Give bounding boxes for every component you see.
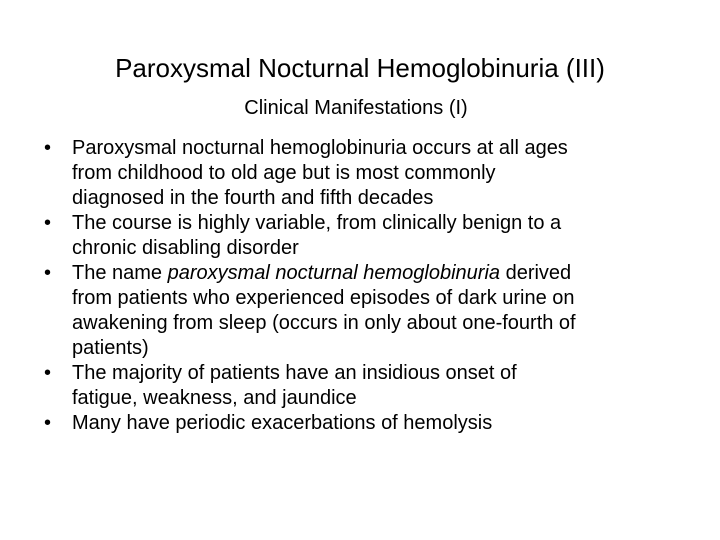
bullet-icon: • (44, 262, 52, 284)
bullet-line: from patients who experienced episodes of dark urine on (72, 287, 575, 309)
bullet-item-exacerbations (0, 411, 720, 436)
bullet-icon: • (44, 362, 52, 384)
bullet-line: patients) (72, 337, 149, 359)
bullet-line: awakening from sleep (occurs in only about one-fourth of (72, 312, 576, 334)
bullet-line: The course is highly variable, from clinically benign to a (72, 212, 562, 234)
bullet-icon: • (44, 137, 52, 159)
bullet-item-age-onset (0, 136, 720, 211)
bullet-list (0, 136, 720, 436)
bullet-line: chronic disabling disorder (72, 237, 299, 259)
slide-title: Paroxysmal Nocturnal Hemoglobinuria (III) (115, 53, 605, 83)
bullet-icon: • (44, 212, 52, 234)
bullet-line: The majority of patients have an insidious onset of (72, 362, 517, 384)
bullet-item-name-origin (0, 261, 720, 361)
bullet-icon: • (44, 412, 52, 434)
slide-subtitle: Clinical Manifestations (I) (244, 97, 468, 119)
bullet-item-onset-symptoms (0, 361, 720, 411)
bullet-text-after: derived (500, 262, 572, 284)
bullet-line: diagnosed in the fourth and fifth decades (72, 187, 434, 209)
bullet-line: fatigue, weakness, and jaundice (72, 387, 357, 409)
bullet-item-course (0, 211, 720, 261)
bullet-text-before: The name (72, 262, 168, 284)
bullet-line: Many have periodic exacerbations of hemolysis (72, 412, 493, 434)
bullet-line (72, 261, 692, 286)
bullet-text-italic-term: paroxysmal nocturnal hemoglobinuria (167, 262, 501, 284)
bullet-line: from childhood to old age but is most commonly (72, 162, 496, 184)
bullet-line: Paroxysmal nocturnal hemoglobinuria occurs at all ages (72, 137, 568, 159)
